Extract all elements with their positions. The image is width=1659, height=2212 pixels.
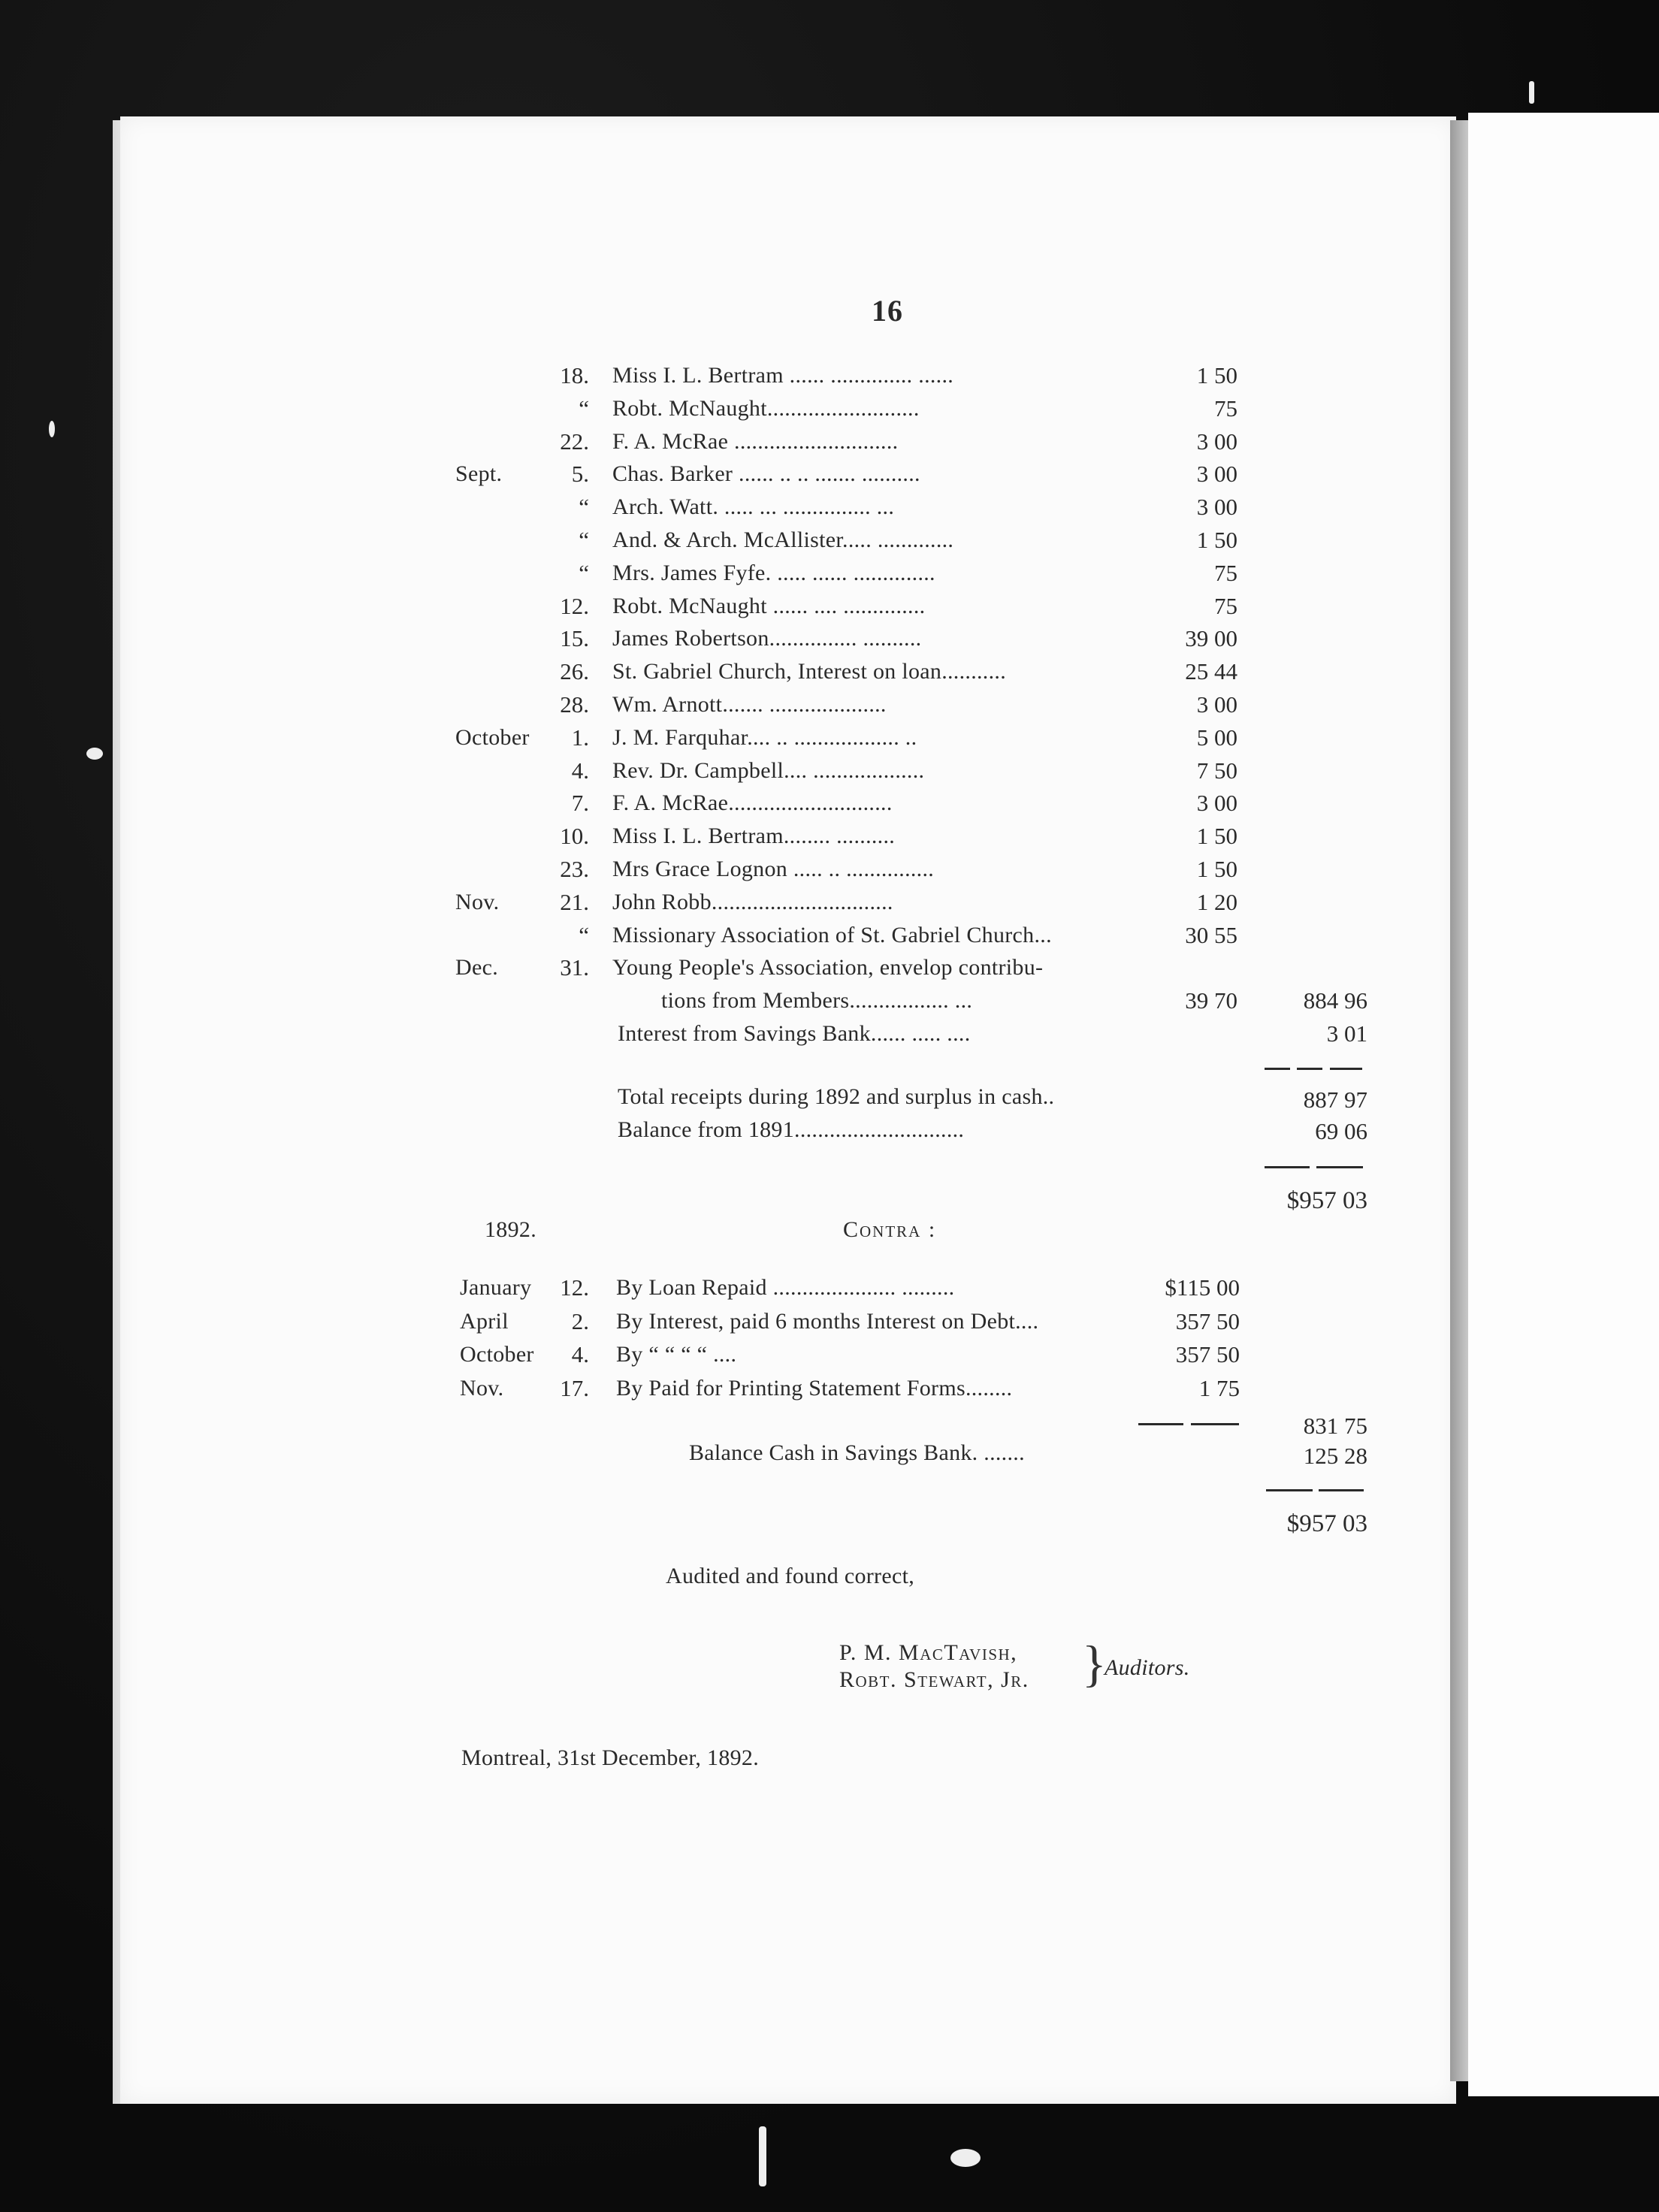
entry-month: Dec. [455, 955, 498, 980]
entry-description: Miss I. L. Bertram ...... .............. ...... [612, 363, 954, 388]
rule-dash [1265, 1068, 1290, 1070]
entry-month: Nov. [455, 890, 500, 914]
entry-description: F. A. McRae............................ [612, 790, 893, 815]
contra-day: 17. [560, 1375, 589, 1401]
rule-dash [1297, 1068, 1322, 1070]
entry-day: “ [579, 395, 589, 422]
audit-statement: Audited and found correct, [666, 1564, 915, 1588]
contra-day: 4. [571, 1341, 589, 1367]
balance-savings-value: 125 28 [1303, 1443, 1367, 1469]
entry-day: 26. [560, 658, 589, 684]
dust-speck [1529, 81, 1534, 104]
entry-description: Mrs. James Fyfe. ..... ...... .............. [612, 561, 935, 585]
contra-year: 1892. [485, 1217, 536, 1242]
entry-description: Robt. McNaught ...... .... .............. [612, 594, 926, 618]
contra-description: By “ “ “ “ .... [616, 1342, 737, 1367]
entry-running-total: 884 96 [1303, 987, 1367, 1014]
entry-description: Chas. Barker ...... .. .. ....... .......... [612, 461, 920, 486]
entry-amount: 39 70 [1185, 987, 1237, 1014]
entry-day: 10. [560, 823, 589, 849]
contra-heading: Contra : [843, 1217, 937, 1242]
entry-amount: 39 00 [1185, 625, 1237, 651]
entry-day: 21. [560, 889, 589, 915]
entry-day: 28. [560, 691, 589, 718]
page-number: 16 [872, 294, 903, 328]
entry-amount: 75 [1214, 593, 1237, 619]
page-gutter-shadow [1450, 120, 1468, 2081]
entry-day: “ [579, 922, 589, 948]
entry-description: Rev. Dr. Campbell.... ................... [612, 758, 925, 783]
dust-speck [950, 2149, 981, 2167]
entry-amount: 1 20 [1196, 889, 1237, 915]
entry-amount: 1 50 [1196, 823, 1237, 849]
entry-amount: 1 50 [1196, 362, 1237, 388]
entry-description: Interest from Savings Bank...... ..... .... [618, 1021, 971, 1046]
entry-description: St. Gabriel Church, Interest on loan........... [612, 659, 1006, 684]
entry-day: 4. [571, 757, 589, 784]
rule-line [1191, 1423, 1239, 1425]
entry-amount: 3 00 [1196, 790, 1237, 816]
entry-description: Miss I. L. Bertram........ .......... [612, 823, 896, 848]
rule-line [1319, 1489, 1364, 1491]
balance-savings-label: Balance Cash in Savings Bank. ....... [689, 1440, 1025, 1465]
entry-day: 12. [560, 593, 589, 619]
dust-speck [759, 2126, 766, 2186]
entry-description: John Robb............................... [612, 890, 893, 914]
contra-day: 2. [571, 1308, 589, 1334]
dust-speck [86, 748, 103, 760]
entry-description: And. & Arch. McAllister..... ............. [612, 527, 954, 552]
contra-month: October [460, 1342, 534, 1367]
entry-running-total: 3 01 [1326, 1020, 1367, 1047]
contra-month: January [460, 1275, 532, 1300]
rule-line [1316, 1166, 1363, 1168]
entry-amount: 3 00 [1196, 428, 1237, 455]
contra-amount: 357 50 [1175, 1308, 1240, 1334]
auditor-name-1: P. M. MacTavish, [839, 1640, 1018, 1665]
entry-day: 15. [560, 625, 589, 651]
contra-subtotal: 831 75 [1303, 1413, 1367, 1439]
receipts-grand-total: $957 03 [1286, 1187, 1367, 1214]
facing-page [1468, 113, 1659, 2096]
rule-line [1266, 1489, 1313, 1491]
entry-description: Robt. McNaught.......................... [612, 396, 920, 421]
entry-day: 23. [560, 856, 589, 882]
entry-month: Sept. [455, 461, 503, 486]
entry-day: “ [579, 527, 589, 553]
contra-description: By Paid for Printing Statement Forms........ [616, 1376, 1013, 1401]
entry-description: Missionary Association of St. Gabriel Church... [612, 923, 1052, 947]
contra-description: By Interest, paid 6 months Interest on Debt.... [616, 1309, 1039, 1334]
rule-line [1138, 1423, 1183, 1425]
entry-day: 18. [560, 362, 589, 388]
entry-description: Mrs Grace Lognon ..... .. ............... [612, 857, 935, 881]
entry-amount: 5 00 [1196, 724, 1237, 751]
rule-dash [1330, 1068, 1362, 1070]
contra-amount: 1 75 [1198, 1375, 1240, 1401]
dust-speck [49, 421, 55, 437]
entry-amount: 3 00 [1196, 494, 1237, 520]
contra-month: Nov. [460, 1376, 504, 1401]
place-date: Montreal, 31st December, 1892. [461, 1745, 760, 1770]
entry-description: Wm. Arnott....... .................... [612, 692, 887, 717]
auditors-role: Auditors. [1104, 1655, 1190, 1680]
rule-line [1265, 1166, 1310, 1168]
entry-day: 22. [560, 428, 589, 455]
entry-amount: 75 [1214, 560, 1237, 586]
entry-description: J. M. Farquhar.... .. .................. .. [612, 725, 917, 750]
contra-grand-total: $957 03 [1286, 1510, 1367, 1537]
entry-amount: 3 00 [1196, 461, 1237, 487]
entry-amount: 75 [1214, 395, 1237, 422]
brace-glyph: } [1082, 1635, 1107, 1692]
entry-amount: 1 50 [1196, 856, 1237, 882]
entry-description: James Robertson............... .......... [612, 626, 922, 651]
auditor-name-2: Robt. Stewart, Jr. [839, 1667, 1029, 1692]
entry-amount: 3 00 [1196, 691, 1237, 718]
entry-day: 31. [560, 954, 589, 981]
entry-day: “ [579, 494, 589, 520]
balance-1891-value: 69 06 [1315, 1118, 1367, 1144]
entry-description: F. A. McRae ............................ [612, 429, 899, 454]
entry-day: 7. [571, 790, 589, 816]
entry-amount: 1 50 [1196, 527, 1237, 553]
entry-day: 5. [571, 461, 589, 487]
entry-description: Young People's Association, envelop contribu- [612, 955, 1044, 980]
entry-amount: 7 50 [1196, 757, 1237, 784]
entry-amount: 30 55 [1185, 922, 1237, 948]
total-receipts-label: Total receipts during 1892 and surplus in cash.. [618, 1084, 1055, 1109]
contra-description: By Loan Repaid ..................... ......... [616, 1275, 955, 1300]
entry-description: Arch. Watt. ..... ... ............... ... [612, 494, 895, 519]
contra-amount: $115 00 [1165, 1274, 1240, 1301]
entry-description: tions from Members................. ... [661, 988, 973, 1013]
contra-month: April [460, 1309, 509, 1334]
entry-day: 1. [571, 724, 589, 751]
contra-day: 12. [560, 1274, 589, 1301]
entry-amount: 25 44 [1185, 658, 1237, 684]
entry-month: October [455, 725, 530, 750]
contra-amount: 357 50 [1175, 1341, 1240, 1367]
total-receipts-value: 887 97 [1303, 1086, 1367, 1113]
balance-1891-label: Balance from 1891............................. [618, 1117, 965, 1142]
entry-day: “ [579, 560, 589, 586]
